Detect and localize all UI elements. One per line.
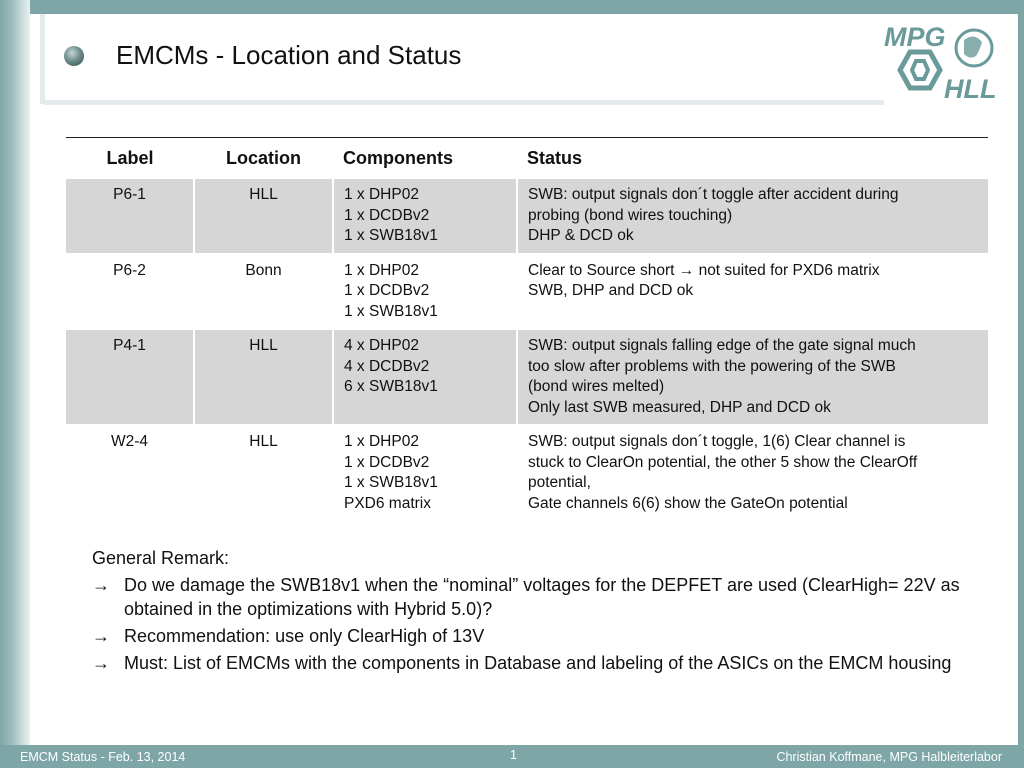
cell-location: Bonn [194,254,333,330]
component-line: 1 x DHP02 [344,261,419,279]
table-top-rule [66,137,988,138]
arrow-right-icon: → [92,575,110,595]
frame-left-bar [0,0,30,768]
footer-page-number: 1 [510,748,517,762]
status-line: DHP & DCD ok [528,227,634,244]
header-components: Components [343,148,453,168]
slide-title: EMCMs - Location and Status [116,40,462,70]
component-line: 1 x SWB18v1 [344,302,438,320]
status-line: SWB: output signals don´t toggle after accident during [528,186,899,203]
remark-item [92,651,972,675]
header-location: Location [226,148,301,168]
component-line: 4 x DHP02 [344,337,419,354]
header-divider [44,100,884,105]
status-line: probing (bond wires touching) [528,206,733,224]
remark-item [92,624,972,648]
component-line: 1 x DHP02 [344,433,419,450]
remarks-heading: General Remark: [92,548,230,568]
status-line: SWB: output signals falling edge of the gate signal much [528,337,916,354]
table-row [66,425,988,520]
cell-label: P4-1 [66,329,194,425]
status-line: too slow after problems with the powering of the SWB [528,357,896,375]
status-line: potential, [528,474,591,491]
footer-date: EMCM Status - Feb. 13, 2014 [20,750,186,764]
mpg-hll-logo-icon [880,20,1004,102]
component-line: 1 x SWB18v1 [344,474,438,491]
cell-label: P6-1 [66,178,194,254]
table-row [66,254,988,330]
cell-location: HLL [194,425,333,520]
cell-status [517,425,988,520]
component-line: 1 x DHP02 [344,186,419,203]
emcm-status-table [66,140,988,520]
logo-text-top: MPG [884,22,946,52]
mpg-hll-logo [880,20,1004,102]
general-remarks [92,546,972,678]
cell-label: P6-2 [66,254,194,330]
cell-components [333,329,517,425]
status-line: stuck to ClearOn potential, the other 5 show the ClearOff [528,453,918,471]
status-line: (bond wires melted) [528,378,665,395]
component-line: 1 x DCDBv2 [344,453,430,471]
remark-text: Must: List of EMCMs with the components in Database and labeling of the ASICs on the EMCM housing [124,653,952,673]
table-header-row [66,140,988,178]
table-row [66,178,988,254]
cell-status [517,254,988,330]
component-line: 1 x DCDBv2 [344,206,430,224]
component-line: PXD6 matrix [344,494,431,512]
cell-components [333,254,517,330]
header-label: Label [106,148,154,168]
cell-location: HLL [194,329,333,425]
arrow-right-icon: → [92,626,110,646]
header-divider-vertical [40,14,45,104]
logo-text-bottom: HLL [944,74,997,102]
status-line: Gate channels 6(6) show the GateOn potential [528,494,848,512]
cell-label: W2-4 [66,425,194,520]
status-line: Only last SWB measured, DHP and DCD ok [528,398,831,416]
remark-text: Recommendation: use only ClearHigh of 13V [124,626,485,646]
footer-author: Christian Koffmane, MPG Halbleiterlabor [776,750,1002,764]
cell-components [333,178,517,254]
frame-top-bar [0,0,1024,14]
status-line: SWB, DHP and DCD ok [528,282,694,299]
cell-location: HLL [194,178,333,254]
remark-text: Do we damage the SWB18v1 when the “nominal” voltages for the DEPFET are used (ClearHigh= 22V as obtained in the optimizations with Hybrid 5.0)? [124,575,960,619]
component-line: 6 x SWB18v1 [344,378,438,395]
component-line: 1 x SWB18v1 [344,227,438,244]
table-row [66,329,988,425]
frame-right-bar [1018,0,1024,768]
status-line: SWB: output signals don´t toggle, 1(6) Clear channel is [528,433,906,450]
status-line: Clear to Source short → not suited for PXD6 matrix [528,261,880,279]
header-status: Status [527,148,583,168]
remark-item [92,573,972,621]
component-line: 4 x DCDBv2 [344,357,430,375]
title-bullet-icon [64,46,84,66]
arrow-right-icon: → [92,653,110,673]
cell-components [333,425,517,520]
cell-status [517,329,988,425]
component-line: 1 x DCDBv2 [344,282,430,299]
cell-status [517,178,988,254]
